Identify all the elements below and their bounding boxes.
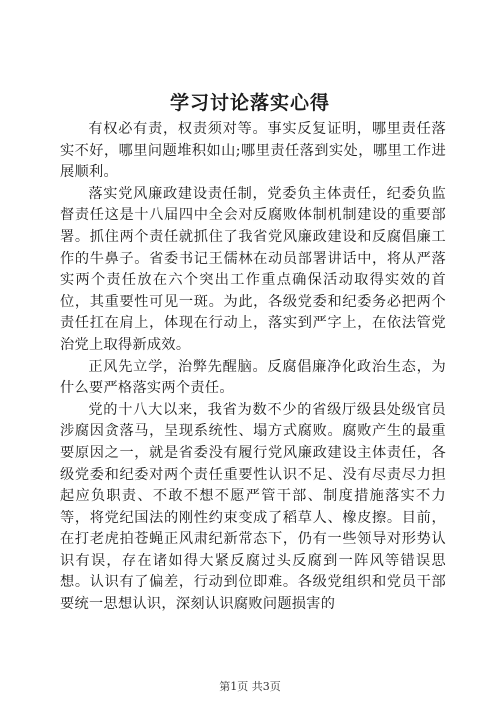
paragraph-4: 党的十八大以来，我省为数不少的省级厅级县处级官员涉腐因贪落马，呈现系统性、塌方式腐败。腐败产生的最重要原因之一，就是省委没有履行党风廉政建设主体责任，各级党委和纪委对两个责任重要性认识不足、没有尽责尽力担起应负职责、不敢不想不愿严管干部、制度措施落实不力等，将党纪国法的刚性约束变成了稻草人、橡皮擦。目前，在打老虎拍苍蝇正风肃纪新常态下，仍有一些领导对形势认识有误，存在诸如得大紧反腐过头反腐到一阵风等错误思想。认识有了偏差，行动到位即难。各级党组织和党员干部要统一思想认识，深刻认识腐败问题损害的 — [60, 401, 446, 613]
page-number-footer: 第1页 共3页 — [219, 680, 281, 693]
paragraph-1: 有权必有责，权责须对等。事实反复证明，哪里责任落实不好，哪里问题堆积如山;哪里责任落到实处，哪里工作进展顺利。 — [60, 121, 446, 181]
paragraph-2: 落实党风廉政建设责任制，党委负主体责任，纪委负监督责任这是十八届四中全会对反腐败体制机制建设的重要部署。抓住两个责任就抓住了我省党风廉政建设和反腐倡廉工作的牛鼻子。省委书记王儒林在动员部署讲话中，将从严落实两个责任放在六个突出工作重点确保活动取得实效的首位，其重要性可见一斑。为此，各级党委和纪委务必把两个责任扛在肩上，体现在行动上，落实到严字上，在依法管党治党上取得新成效。 — [60, 185, 446, 353]
paragraph-3: 正风先立学，治弊先醒脑。反腐倡廉净化政治生态，为什么要严格落实两个责任。 — [60, 358, 446, 397]
document-body — [60, 119, 446, 616]
document-title: 学习讨论落实心得 — [169, 92, 330, 114]
